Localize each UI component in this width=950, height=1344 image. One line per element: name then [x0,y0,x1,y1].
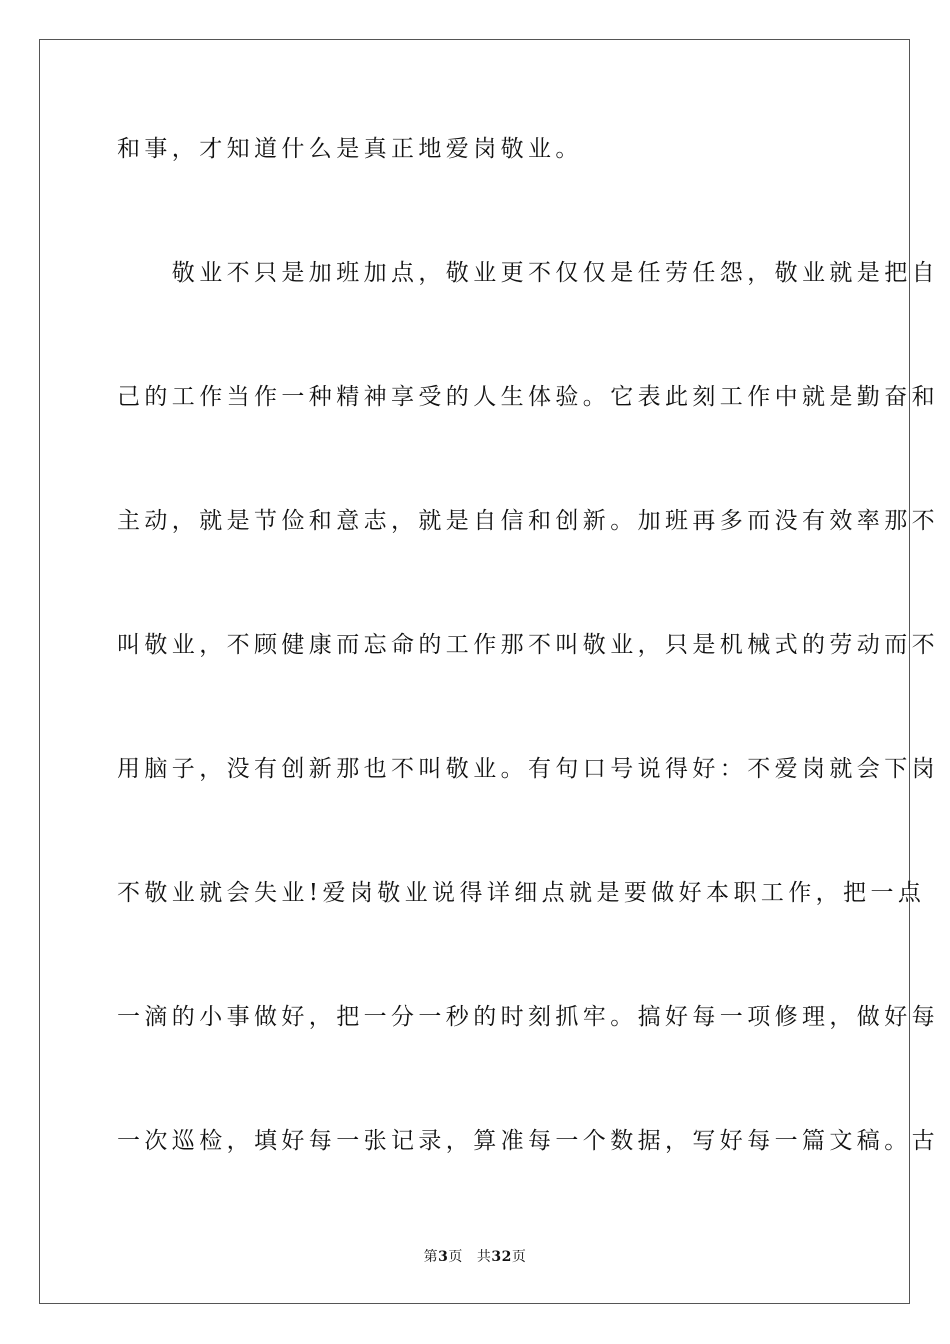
text-line-7: 不敬业就会失业!爱岗敬业说得详细点就是要做好本职工作，把一点 [117,880,926,906]
text-line-2: 敬业不只是加班加点，敬业更不仅仅是任劳任怨，敬业就是把自 [117,260,939,286]
footer-page-suffix: 页 [448,1249,463,1265]
footer-total-prefix: 共 [476,1249,492,1265]
text-line-4: 主动，就是节俭和意志，就是自信和创新。加班再多而没有效率那不 [117,508,939,534]
text-line-6: 用脑子，没有创新那也不叫敬业。有句口号说得好：不爱岗就会下岗 [117,756,939,782]
page-footer [0,1248,950,1266]
page-border [39,39,939,1304]
footer-total-suffix: 页 [511,1249,527,1265]
text-line-5: 叫敬业，不顾健康而忘命的工作那不叫敬业，只是机械式的劳动而不 [117,632,939,658]
footer-prefix: 第 [423,1249,439,1265]
text-line-3: 己的工作当作一种精神享受的人生体验。它表此刻工作中就是勤奋和 [117,384,939,410]
text-line-1: 和事，才知道什么是真正地爱岗敬业。 [117,136,583,162]
text-line-8: 一滴的小事做好，把一分一秒的时刻抓牢。搞好每一项修理，做好每 [117,1004,939,1030]
page-number: 3 [438,1249,449,1265]
text-line-9: 一次巡检，填好每一张记录，算准每一个数据，写好每一篇文稿。古 [117,1128,939,1154]
total-pages: 32 [491,1249,512,1265]
